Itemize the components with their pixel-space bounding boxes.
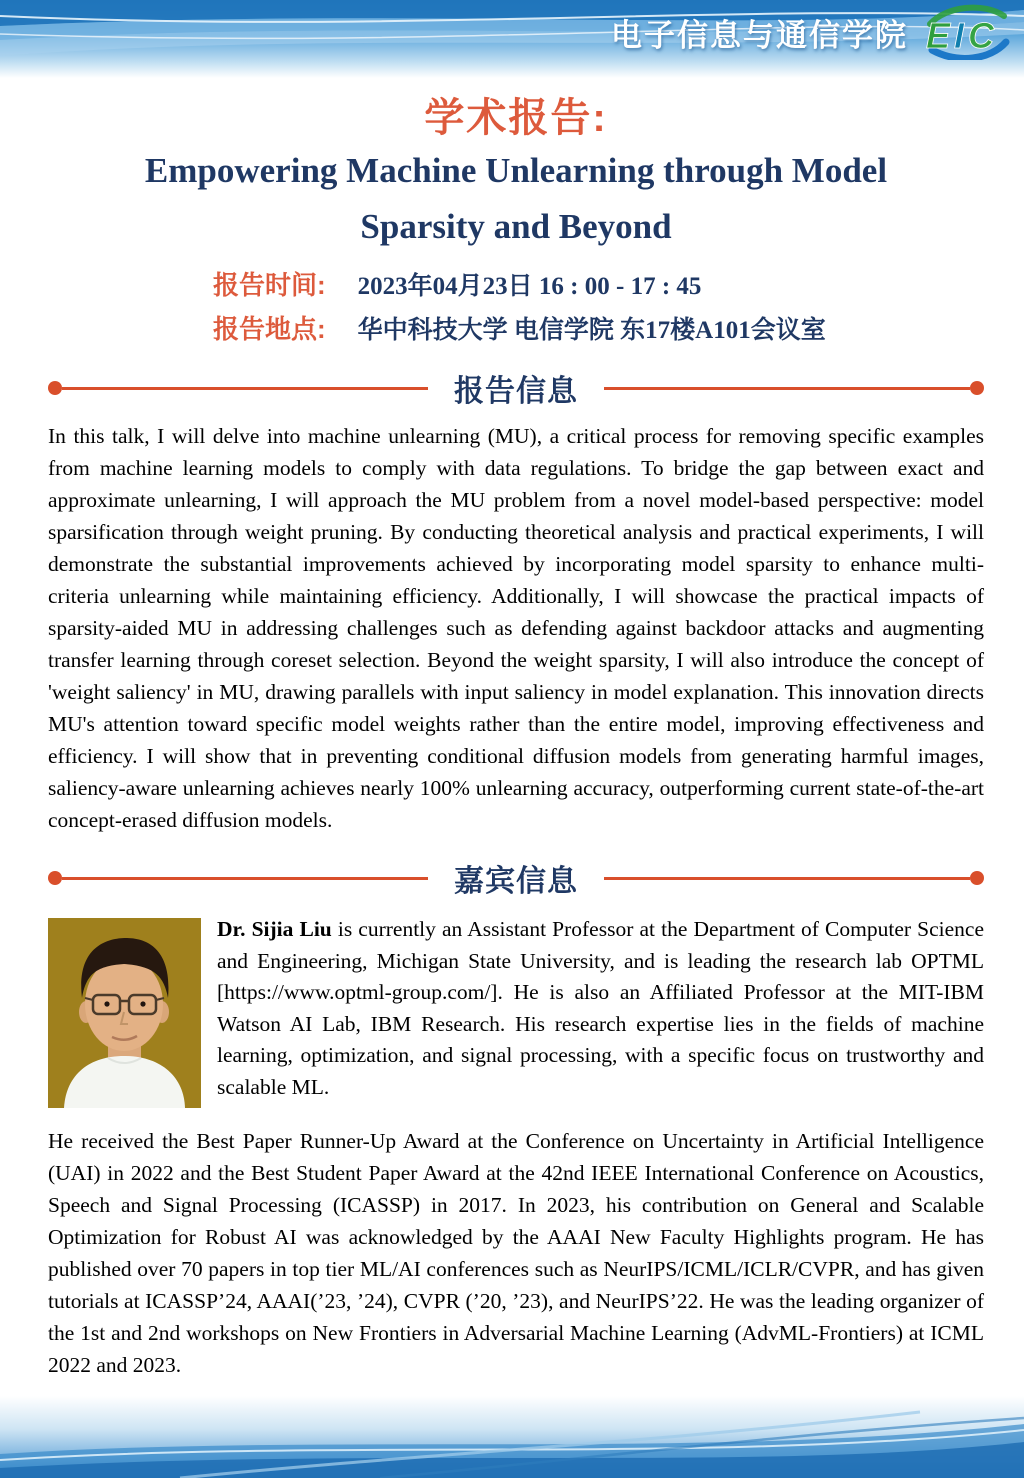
time-value: 2023年04月23日 16 : 00 - 17 : 45 [357, 273, 702, 300]
eic-logo-icon [922, 4, 1010, 60]
location-label: 报告地点: [213, 314, 326, 344]
section-divider-guest-info [48, 856, 984, 900]
divider-rule-right [604, 877, 970, 880]
logo-letter-e: E [926, 15, 951, 56]
divider-dot-left [48, 871, 62, 885]
poster-title-cn: 学术报告: [424, 96, 608, 140]
section-title-report-info: 报告信息 [454, 375, 578, 408]
footer-swoosh-graphic [0, 1396, 1024, 1478]
talk-meta [213, 265, 984, 346]
talk-abstract: In this talk, I will delve into machine unlearning (MU), a critical process for removing specific examples from machine learning models to comply with data regulations. To bridge the gap between exact and approximate unlearning, I will approach the MU problem from a novel model-based perspective: model sparsification through weight pruning. By conducting theoretical analysis and practical experiments, I will demonstrate the substantial improvements achieved by incorporating model sparsity to enhance multi-criteria unlearning while maintaining efficiency. Additionally, I will showcase the practical impacts of sparsity-aided MU in addressing challenges such as defending against backdoor attacks and augmenting transfer learning through coreset selection. Beyond the weight sparsity, I will also introduce the concept of 'weight saliency' in MU, drawing parallels with input saliency in model explanation. This innovation directs MU's attention toward specific model weights rather than the entire model, improving effectiveness and efficiency. I will show that in preventing conditional diffusion models from generating harmful images, saliency-aware unlearning achieves nearly 100% unlearning accuracy, outperforming current state-of-the-art concept-erased diffusion models. [48, 424, 984, 832]
location-value: 华中科技大学 电信学院 东17楼A101会议室 [357, 317, 826, 344]
divider-dot-left [48, 381, 62, 395]
poster-body [0, 86, 1024, 1381]
logo-letter-i: I [954, 15, 965, 56]
section-divider-report-info [48, 366, 984, 410]
speaker-block [48, 914, 984, 1103]
speaker-name: Dr. Sijia Liu [217, 917, 332, 941]
talk-time-row [213, 265, 984, 302]
speaker-portrait-illustration [48, 918, 201, 1108]
speaker-photo [48, 918, 201, 1108]
talk-location-row [213, 309, 984, 346]
bottom-banner [0, 1396, 1024, 1478]
section-title-guest-info: 嘉宾信息 [454, 865, 578, 898]
logo-letter-c: C [968, 15, 994, 56]
top-banner [0, 0, 1024, 78]
divider-rule-left [62, 387, 428, 390]
speaker-bio-intro-text: is currently an Assistant Professor at the Department of Computer Science and Engineering, Michigan State University, and is leading the research lab OPTML [https://www.optml-group.com/]. He is also an Affiliated Professor at the MIT-IBM Watson AI Lab, IBM Research. His research expertise lies in the fields of machine learning, optimization, and signal processing, with a specific focus on trustworthy and scalable ML. [217, 917, 984, 1099]
time-label: 报告时间: [213, 270, 326, 300]
talk-title-line1: Empowering Machine Unlearning through Model [144, 151, 888, 190]
speaker-bio-awards: He received the Best Paper Runner-Up Award at the Conference on Uncertainty in Artificial Intelligence (UAI) in 2022 and the Best Student Paper Award at the 42nd IEEE International Conference on Acoustics, Speech and Signal Processing (ICASSP) in 2017. In 2023, his contribution on General and Scalable Optimization for Robust AI was acknowledged by the AAAI New Faculty Highlights program. He has published over 70 papers in top tier ML/AI conferences such as NeurIPS/ICML/ICLR/CVPR, and has given tutorials at ICASSP’24, AAAI(’23, ’24), CVPR (’20, ’23), and NeurIPS’22. He was the leading organizer of the 1st and 2nd workshops on New Frontiers in Adversarial Machine Learning (AdvML-Frontiers) at ICML 2022 and 2023. [48, 1129, 984, 1377]
banner-content [0, 0, 1024, 78]
talk-title-line2: Sparsity and Beyond [360, 207, 672, 246]
divider-rule-left [62, 877, 428, 880]
divider-rule-right [604, 387, 970, 390]
department-name: 电子信息与通信学院 [611, 17, 908, 53]
divider-dot-right [970, 381, 984, 395]
divider-dot-right [970, 871, 984, 885]
